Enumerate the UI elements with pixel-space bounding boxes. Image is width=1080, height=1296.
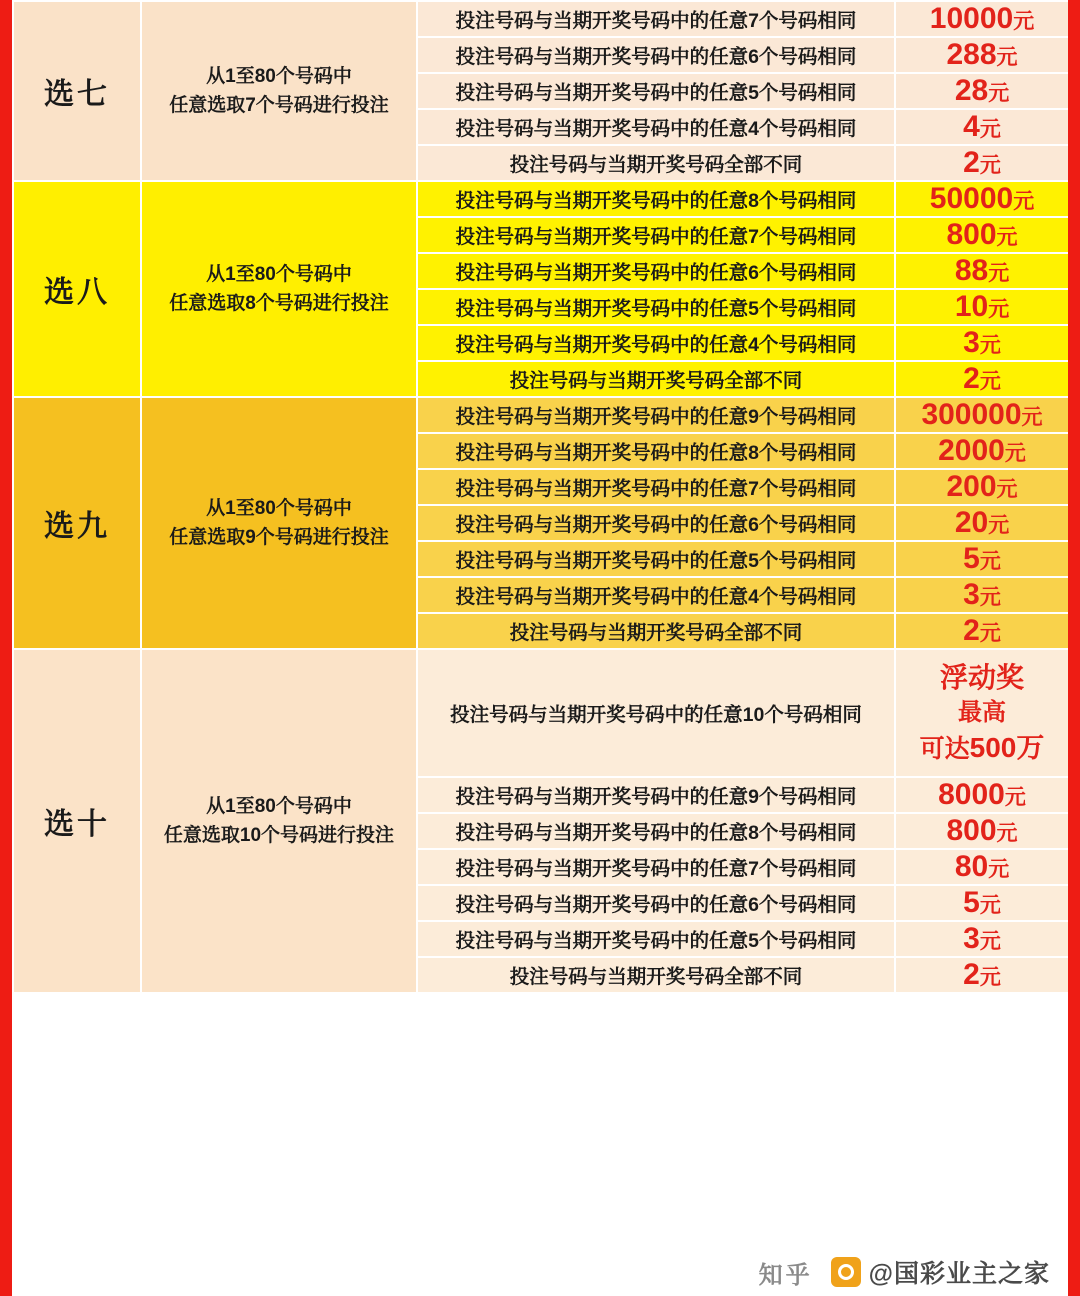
prize-unit: 元 xyxy=(1004,786,1026,809)
prize-cell xyxy=(895,505,1069,541)
prize-amount: 2 xyxy=(963,614,980,647)
group-desc-line1: 从1至80个号码中 xyxy=(206,263,352,285)
prize-cell xyxy=(895,145,1069,181)
prize-amount: 3 xyxy=(963,922,980,955)
condition-cell: 投注号码与当期开奖号码中的任意5个号码相同 xyxy=(417,289,895,325)
prize-cell xyxy=(895,813,1069,849)
prize-unit: 元 xyxy=(1004,442,1026,465)
group-desc xyxy=(142,58,416,125)
prize-unit: 元 xyxy=(979,118,1001,141)
floating-prize xyxy=(896,651,1068,775)
condition-cell: 投注号码与当期开奖号码中的任意6个号码相同 xyxy=(417,253,895,289)
prize-amount: 800 xyxy=(946,218,997,251)
prize-unit: 元 xyxy=(988,298,1010,321)
table-row xyxy=(13,1,1069,37)
condition-cell: 投注号码与当期开奖号码中的任意5个号码相同 xyxy=(417,921,895,957)
group-desc-line2: 任意选取10个号码进行投注 xyxy=(163,825,395,846)
prize-amount: 8000 xyxy=(938,778,1005,811)
condition-cell: 投注号码与当期开奖号码全部不同 xyxy=(417,361,895,397)
condition-cell: 投注号码与当期开奖号码中的任意9个号码相同 xyxy=(417,397,895,433)
prize-unit: 元 xyxy=(996,226,1018,249)
prize-amount: 20 xyxy=(954,506,989,539)
condition-cell: 投注号码与当期开奖号码中的任意7个号码相同 xyxy=(417,469,895,505)
group-desc-line2: 任意选取8个号码进行投注 xyxy=(169,293,389,314)
prize-amount: 3 xyxy=(963,578,980,611)
condition-cell: 投注号码与当期开奖号码中的任意6个号码相同 xyxy=(417,505,895,541)
prize-cell xyxy=(895,849,1069,885)
prize-cell xyxy=(895,109,1069,145)
condition-cell: 投注号码与当期开奖号码中的任意10个号码相同 xyxy=(417,649,895,777)
condition-cell: 投注号码与当期开奖号码中的任意7个号码相同 xyxy=(417,1,895,37)
prize-amount: 3 xyxy=(963,326,980,359)
prize-cell xyxy=(895,73,1069,109)
prize-amount: 2 xyxy=(963,146,980,179)
group-desc xyxy=(142,256,416,323)
watermark-logo-icon xyxy=(831,1257,861,1287)
group-desc-cell xyxy=(141,397,417,649)
prize-unit: 元 xyxy=(979,370,1001,393)
condition-cell: 投注号码与当期开奖号码中的任意5个号码相同 xyxy=(417,73,895,109)
prize-cell xyxy=(895,37,1069,73)
condition-cell: 投注号码与当期开奖号码中的任意4个号码相同 xyxy=(417,109,895,145)
floating-prize-value-line xyxy=(898,729,1066,767)
prize-amount: 5 xyxy=(963,886,980,919)
prize-cell xyxy=(895,289,1069,325)
prize-amount: 80 xyxy=(954,850,989,883)
watermark-author: @国彩业主之家 xyxy=(868,1260,1050,1288)
condition-cell: 投注号码与当期开奖号码中的任意7个号码相同 xyxy=(417,217,895,253)
prize-cell xyxy=(895,325,1069,361)
prize-unit: 元 xyxy=(988,82,1010,105)
prize-cell xyxy=(895,777,1069,813)
prize-unit: 元 xyxy=(979,154,1001,177)
group-desc xyxy=(142,788,416,855)
prize-cell xyxy=(895,577,1069,613)
condition-cell: 投注号码与当期开奖号码全部不同 xyxy=(417,613,895,649)
prize-unit: 元 xyxy=(996,478,1018,501)
prize-amount: 88 xyxy=(954,254,989,287)
condition-cell: 投注号码与当期开奖号码中的任意4个号码相同 xyxy=(417,325,895,361)
condition-cell: 投注号码与当期开奖号码中的任意7个号码相同 xyxy=(417,849,895,885)
prize-unit: 元 xyxy=(996,822,1018,845)
prize-cell xyxy=(895,957,1069,993)
group-name-cell: 选八 xyxy=(13,181,141,397)
prize-unit: 元 xyxy=(979,550,1001,573)
prize-cell xyxy=(895,541,1069,577)
prize-unit: 元 xyxy=(1021,406,1043,429)
prize-cell xyxy=(895,921,1069,957)
group-desc-cell xyxy=(141,649,417,993)
prize-amount: 10000 xyxy=(929,2,1014,35)
prize-unit: 元 xyxy=(988,858,1010,881)
group-desc-line2: 任意选取9个号码进行投注 xyxy=(169,527,389,548)
prize-unit: 元 xyxy=(988,514,1010,537)
floating-prize-max-label: 最高 xyxy=(958,698,1006,726)
condition-cell: 投注号码与当期开奖号码中的任意6个号码相同 xyxy=(417,37,895,73)
group-desc-cell xyxy=(141,181,417,397)
table-row xyxy=(13,397,1069,433)
condition-cell: 投注号码与当期开奖号码中的任意8个号码相同 xyxy=(417,433,895,469)
prize-amount: 4 xyxy=(963,110,980,143)
prize-amount: 2000 xyxy=(938,434,1005,467)
prize-cell xyxy=(895,361,1069,397)
condition-cell: 投注号码与当期开奖号码中的任意9个号码相同 xyxy=(417,777,895,813)
prize-table-body xyxy=(13,1,1069,993)
floating-prize-title: 浮动奖 xyxy=(939,662,1024,693)
prize-cell xyxy=(895,253,1069,289)
prize-cell xyxy=(895,217,1069,253)
prize-cell xyxy=(895,469,1069,505)
prize-unit: 元 xyxy=(979,586,1001,609)
prize-unit: 元 xyxy=(979,334,1001,357)
prize-unit: 元 xyxy=(1013,190,1035,213)
group-name-cell: 选十 xyxy=(13,649,141,993)
condition-cell: 投注号码与当期开奖号码全部不同 xyxy=(417,145,895,181)
condition-cell: 投注号码与当期开奖号码中的任意4个号码相同 xyxy=(417,577,895,613)
prize-amount: 2 xyxy=(963,958,980,991)
prize-amount: 288 xyxy=(946,38,997,71)
group-name-cell: 选九 xyxy=(13,397,141,649)
condition-cell: 投注号码与当期开奖号码中的任意6个号码相同 xyxy=(417,885,895,921)
group-desc-line1: 从1至80个号码中 xyxy=(206,795,352,817)
prize-amount: 800 xyxy=(946,814,997,847)
group-desc xyxy=(142,490,416,557)
prize-unit: 元 xyxy=(979,966,1001,989)
prize-amount: 300000 xyxy=(921,398,1022,431)
condition-cell: 投注号码与当期开奖号码中的任意8个号码相同 xyxy=(417,181,895,217)
floating-prize-value: 500万 xyxy=(969,732,1045,764)
group-desc-line1: 从1至80个号码中 xyxy=(206,65,352,87)
prize-cell-floating xyxy=(895,649,1069,777)
prize-unit: 元 xyxy=(979,930,1001,953)
prize-cell xyxy=(895,433,1069,469)
prize-amount: 2 xyxy=(963,362,980,395)
group-desc-line2: 任意选取7个号码进行投注 xyxy=(169,95,389,116)
prize-cell xyxy=(895,181,1069,217)
prize-amount: 10 xyxy=(954,290,989,323)
group-desc-line1: 从1至80个号码中 xyxy=(206,497,352,519)
prize-cell xyxy=(895,613,1069,649)
prize-unit: 元 xyxy=(996,46,1018,69)
group-name-cell: 选七 xyxy=(13,1,141,181)
watermark xyxy=(759,1254,1050,1290)
table-row xyxy=(13,649,1069,777)
prize-amount: 50000 xyxy=(929,182,1014,215)
prize-cell xyxy=(895,885,1069,921)
condition-cell: 投注号码与当期开奖号码中的任意5个号码相同 xyxy=(417,541,895,577)
condition-cell: 投注号码与当期开奖号码全部不同 xyxy=(417,957,895,993)
watermark-platform: 知乎 xyxy=(758,1261,813,1289)
prize-unit: 元 xyxy=(979,894,1001,917)
prize-amount: 28 xyxy=(954,74,989,107)
group-desc-cell xyxy=(141,1,417,181)
condition-cell: 投注号码与当期开奖号码中的任意8个号码相同 xyxy=(417,813,895,849)
prize-cell xyxy=(895,1,1069,37)
prize-unit: 元 xyxy=(1013,10,1035,33)
prize-unit: 元 xyxy=(988,262,1010,285)
prize-unit: 元 xyxy=(979,622,1001,645)
prize-amount: 200 xyxy=(946,470,997,503)
prize-cell xyxy=(895,397,1069,433)
prize-amount: 5 xyxy=(963,542,980,575)
floating-prize-prefix: 可达 xyxy=(919,735,970,764)
table-row xyxy=(13,181,1069,217)
prize-table xyxy=(12,0,1070,994)
